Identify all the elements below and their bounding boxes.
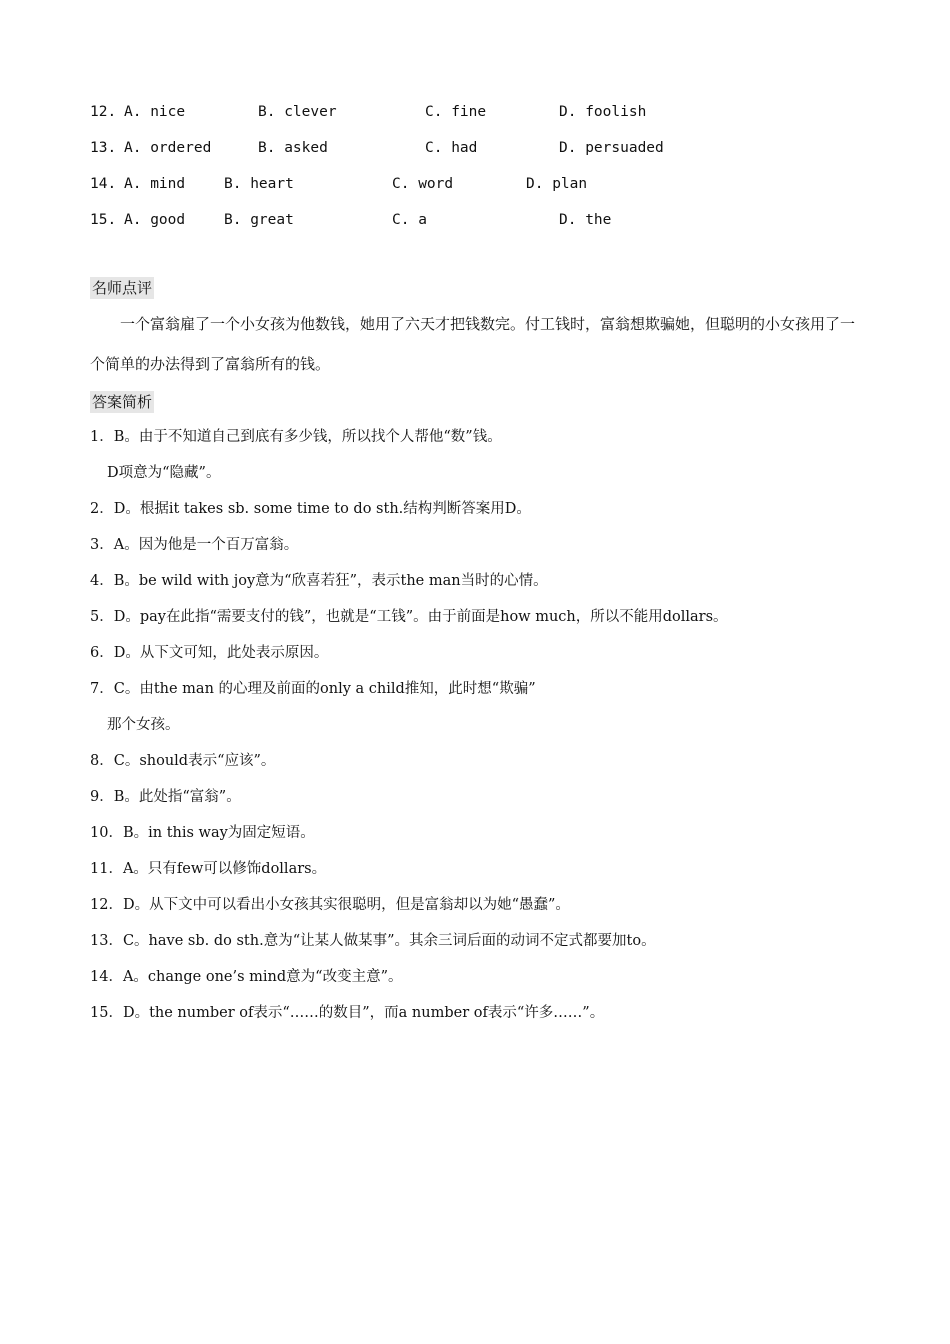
option-a: A. ordered — [124, 140, 212, 156]
option-a: A. mind — [124, 176, 186, 192]
answer-heading: 答案简析 — [92, 393, 153, 411]
option-c: C. a — [392, 212, 427, 228]
option-c: C. word — [392, 176, 454, 192]
answer-line: 13．C。have sb. do sth.意为“让某人做某事”。其余三词后面的动词不定式都要加to。 — [90, 933, 656, 949]
answer-line: 4．B。be wild with joy意为“欣喜若狂”，表示the man当时的心情。 — [90, 573, 548, 589]
option-a: A. nice — [124, 104, 186, 120]
option-b: B. asked — [258, 140, 328, 156]
answer-line: 2．D。根据it takes sb. some time to do sth.结构判断答案用D。 — [90, 501, 531, 517]
option-c: C. fine — [425, 104, 487, 120]
answer-line: 6．D。从下文可知，此处表示原因。 — [90, 645, 329, 661]
question-number: 13. — [90, 140, 117, 156]
option-d: D. foolish — [559, 104, 647, 120]
answer-line: 8．C。should表示“应该”。 — [90, 753, 276, 769]
option-a: A. good — [124, 212, 186, 228]
option-b: B. clever — [258, 104, 337, 120]
answer-line: 7．C。由the man 的心理及前面的only a child推知，此时想“欺骗” — [90, 681, 536, 697]
answer-line: 15．D。the number of表示“……的数目”，而a number of表示“许多……”。 — [90, 1005, 605, 1021]
option-d: D. the — [559, 212, 612, 228]
question-number: 12. — [90, 104, 117, 120]
comment-heading: 名师点评 — [92, 279, 153, 297]
answer-line: 1．B。由于不知道自己到底有多少钱，所以找个人帮他“数”钱。 — [90, 429, 502, 445]
option-b: B. great — [224, 212, 294, 228]
comment-paragraph: 一个富翁雇了一个小女孩为他数钱，她用了六天才把钱数完。付工钱时，富翁想欺骗她，但聪明的小女孩用了一个简单的办法得到了富翁所有的钱。 — [90, 315, 856, 373]
answer-line: 14．A。change one’s mind意为“改变主意”。 — [90, 969, 403, 985]
question-number: 14. — [90, 176, 117, 192]
answer-line: 9．B。此处指“富翁”。 — [90, 789, 241, 805]
answer-line: 10．B。in this way为固定短语。 — [90, 825, 315, 841]
answer-line: D项意为“隐藏”。 — [107, 465, 221, 481]
option-d: D. plan — [526, 176, 588, 192]
option-d: D. persuaded — [559, 140, 664, 156]
option-b: B. heart — [224, 176, 294, 192]
answer-line: 那个女孩。 — [107, 717, 180, 733]
option-c: C. had — [425, 140, 478, 156]
answer-line: 11．A。只有few可以修饰dollars。 — [90, 861, 327, 877]
answer-line: 12．D。从下文中可以看出小女孩其实很聪明，但是富翁却以为她“愚蠢”。 — [90, 897, 570, 913]
answer-line: 3．A。因为他是一个百万富翁。 — [90, 537, 299, 553]
answer-line: 5．D。pay在此指“需要支付的钱”，也就是“工钱”。由于前面是how much，所以不能用dollars。 — [90, 609, 728, 625]
question-number: 15. — [90, 212, 117, 228]
